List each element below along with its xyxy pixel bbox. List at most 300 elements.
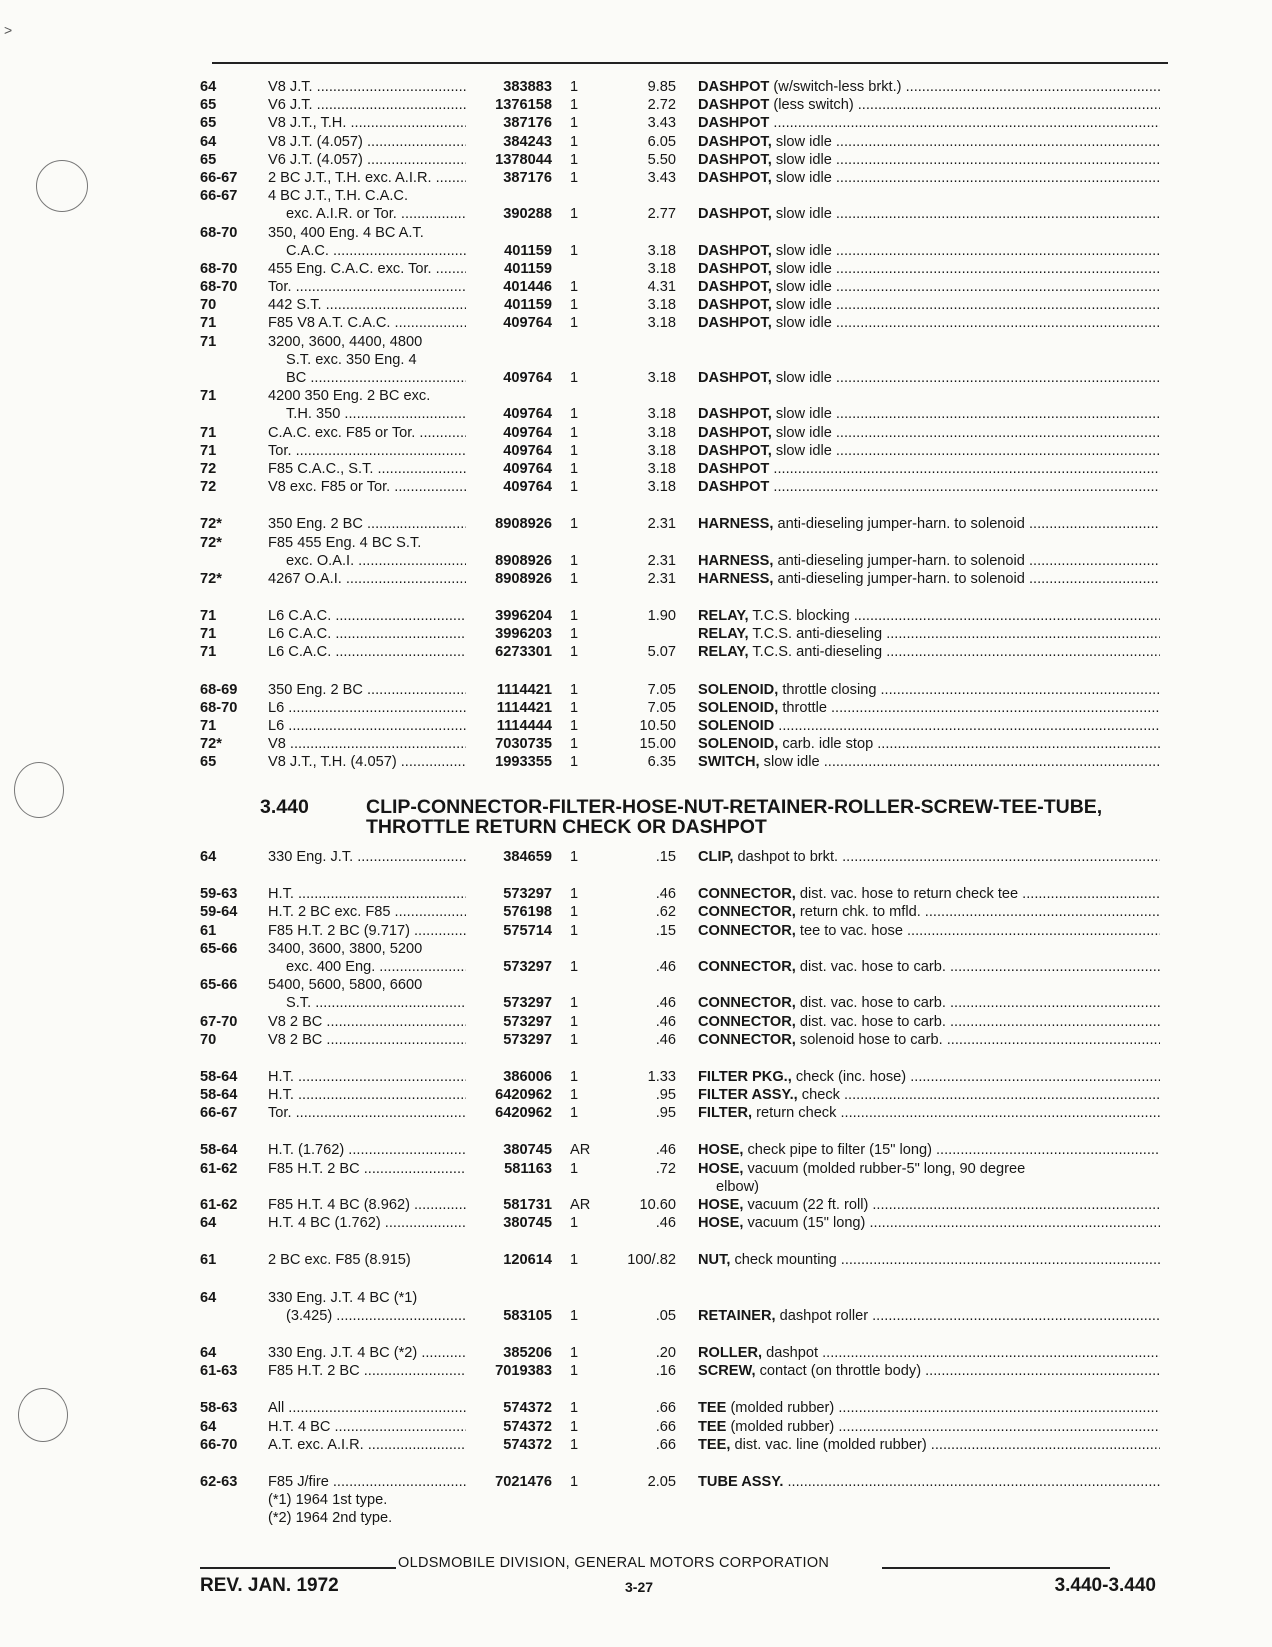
application: 442 S.T. .....	[268, 296, 466, 314]
price: 100/.82	[627, 1252, 676, 1269]
part-number: 384243	[503, 133, 552, 150]
part-detail: slow idle	[771, 169, 832, 186]
quantity: 1	[570, 1087, 579, 1104]
part-name: SOLENOID,	[698, 699, 779, 716]
part-detail: anti-dieseling jumper-harn. to solenoid	[773, 552, 1025, 569]
parts-row	[200, 940, 1170, 958]
description	[698, 1068, 1160, 1086]
part-name: FILTER PKG.,	[698, 1068, 792, 1085]
part-detail: slow idle	[771, 297, 832, 314]
quantity: 1	[570, 133, 579, 150]
description	[698, 96, 1160, 114]
description	[698, 169, 1160, 187]
model-year: 72	[200, 460, 217, 477]
description	[698, 1160, 1160, 1178]
part-number: 574372	[503, 1400, 552, 1417]
quantity: 1	[570, 922, 579, 939]
application: F85 H.T. 2 BC .....	[268, 1160, 466, 1178]
part-detail: return check	[752, 1105, 837, 1122]
part-detail: dist. vac. hose to carb.	[795, 958, 946, 975]
description	[698, 296, 1160, 314]
part-name: HOSE,	[698, 1142, 744, 1159]
price: 7.05	[647, 699, 676, 716]
part-name: FILTER ASSY.,	[698, 1087, 798, 1104]
part-number: 1114421	[496, 699, 552, 716]
part-number: 3996203	[495, 626, 552, 643]
part-detail: throttle	[778, 699, 827, 716]
part-number: 380745	[503, 1215, 552, 1232]
part-number: 401159	[504, 260, 552, 277]
application: L6 .....	[268, 699, 466, 717]
price: 6.05	[647, 133, 676, 150]
part-detail: slow idle	[771, 206, 832, 223]
quantity: 1	[570, 886, 579, 903]
section-range: 3.440-3.440	[1054, 1575, 1156, 1596]
part-number: 409764	[503, 370, 552, 386]
model-year: 65-66	[200, 977, 238, 994]
application: L6 C.A.C. .....	[268, 625, 466, 643]
price: 3.18	[647, 424, 676, 441]
part-number: 8908926	[495, 570, 552, 587]
parts-row	[200, 1104, 1170, 1122]
parts-row	[200, 681, 1170, 699]
parts-row	[200, 534, 1170, 552]
description	[698, 260, 1160, 278]
description	[698, 1344, 1160, 1362]
description	[698, 314, 1160, 332]
part-number: 574372	[503, 1418, 552, 1435]
quantity: 1	[570, 424, 579, 441]
application: C.A.C. .....	[286, 242, 466, 260]
part-number: 573297	[503, 886, 552, 903]
quantity: 1	[570, 97, 579, 114]
model-year: 61-63	[200, 1363, 238, 1380]
part-name: TEE	[698, 1418, 727, 1435]
part-number: 1378044	[495, 151, 552, 168]
part-detail: vacuum (molded rubber-5" long, 90 degree	[743, 1160, 1026, 1177]
price: 3.18	[647, 370, 676, 386]
part-name: SOLENOID,	[698, 736, 779, 753]
price: .66	[655, 1436, 676, 1453]
price: .46	[655, 958, 676, 975]
part-number: 409764	[503, 479, 552, 496]
model-year: 65-66	[200, 940, 238, 957]
part-number: 574372	[503, 1436, 552, 1453]
top-rule	[212, 62, 1168, 64]
application: F85 455 Eng. 4 BC S.T.	[268, 534, 422, 551]
part-number: 6420962	[495, 1087, 552, 1104]
application: F85 C.A.C., S.T. .....	[268, 460, 466, 478]
parts-row	[200, 1031, 1170, 1049]
model-year: 61-62	[200, 1197, 238, 1213]
application: All .....	[268, 1399, 466, 1417]
model-year: 71	[200, 626, 217, 643]
part-name: CONNECTOR,	[698, 1013, 796, 1030]
quantity: 1	[570, 1160, 579, 1177]
parts-row	[200, 958, 1170, 976]
model-year: 71	[200, 608, 217, 625]
quantity: 1	[570, 754, 579, 771]
punch-hole-middle	[14, 762, 64, 818]
return-check-parts-list	[200, 848, 1170, 1527]
part-number: 409764	[503, 442, 552, 459]
application: L6 .....	[268, 717, 466, 735]
model-year: 68-69	[200, 681, 238, 698]
part-name: CONNECTOR,	[698, 958, 796, 975]
application: Tor. .....	[268, 278, 466, 296]
application: 2 BC exc. F85 (8.915)	[268, 1252, 411, 1269]
model-year: 64	[200, 133, 217, 150]
parts-row	[200, 570, 1170, 588]
application: F85 V8 A.T. C.A.C. .....	[268, 314, 466, 332]
application: V8 J.T. .....	[268, 78, 466, 96]
price: 3.18	[647, 315, 676, 332]
part-detail: slow idle	[771, 151, 832, 168]
price: 5.50	[647, 151, 676, 168]
part-number: 401159	[504, 297, 552, 314]
part-detail: dashpot to brkt.	[733, 849, 839, 865]
quantity: AR	[570, 1142, 591, 1159]
part-name: CONNECTOR,	[698, 886, 796, 903]
part-number: 8908926	[495, 552, 552, 569]
application: 330 Eng. J.T. 4 BC (*1)	[268, 1289, 418, 1306]
parts-row	[200, 1178, 1170, 1196]
part-name: CLIP,	[698, 849, 734, 865]
description	[698, 1418, 1160, 1436]
footer-rule-right	[882, 1567, 1110, 1569]
part-detail: slow idle	[771, 242, 832, 259]
parts-row	[200, 1160, 1170, 1178]
parts-row	[200, 314, 1170, 332]
part-detail: dist. vac. hose to carb.	[795, 1013, 946, 1030]
punch-hole-top	[36, 160, 88, 212]
quantity: 1	[570, 699, 579, 716]
quantity: 1	[570, 169, 579, 186]
price: .62	[655, 904, 676, 921]
application: 350 Eng. 2 BC .....	[268, 515, 466, 533]
price: .95	[655, 1105, 676, 1122]
price: 4.31	[647, 279, 676, 296]
quantity: 1	[570, 1068, 579, 1085]
application: 3400, 3600, 3800, 5200	[268, 940, 423, 957]
model-year: 71	[200, 644, 217, 661]
price: 2.31	[647, 570, 676, 587]
quantity: 1	[570, 370, 579, 386]
corner-arrow-icon: >	[4, 22, 13, 38]
application: V6 J.T. .....	[268, 96, 466, 114]
model-year: 62-63	[200, 1473, 238, 1490]
model-year: 58-64	[200, 1068, 238, 1085]
part-detail: (molded rubber)	[726, 1418, 835, 1435]
quantity: 1	[570, 460, 579, 477]
model-year: 66-70	[200, 1436, 238, 1453]
application: 3200, 3600, 4400, 4800	[268, 333, 423, 350]
price: 9.85	[647, 79, 676, 95]
parts-row	[200, 187, 1170, 205]
model-year: 64	[200, 1289, 217, 1306]
footer-rule-left	[200, 1567, 396, 1569]
row-spacer	[200, 1454, 1170, 1473]
punch-hole-bottom	[18, 1388, 68, 1442]
part-name: DASHPOT	[698, 460, 770, 477]
parts-row	[200, 1344, 1170, 1362]
application: H.T. (1.762) .....	[268, 1141, 466, 1159]
description	[698, 922, 1160, 940]
parts-row	[200, 717, 1170, 735]
part-name: CONNECTOR,	[698, 904, 796, 921]
parts-row	[200, 1362, 1170, 1380]
model-year: 72*	[200, 516, 222, 533]
parts-row	[200, 351, 1170, 369]
part-detail: slow idle	[771, 370, 832, 386]
part-name: DASHPOT,	[698, 242, 772, 259]
description	[698, 1399, 1160, 1417]
description	[698, 735, 1160, 753]
price: 3.18	[647, 260, 676, 277]
part-name: SOLENOID,	[698, 681, 779, 698]
price: 3.18	[647, 460, 676, 477]
price: 1.33	[647, 1068, 676, 1085]
description	[698, 205, 1160, 223]
part-name: HARNESS,	[698, 570, 774, 587]
part-detail: dashpot	[762, 1344, 819, 1361]
parts-row	[200, 278, 1170, 296]
application: L6 C.A.C. .....	[268, 643, 466, 661]
price: 2.05	[647, 1473, 676, 1490]
description	[698, 643, 1160, 661]
price: .66	[655, 1400, 676, 1417]
price: .46	[655, 1142, 676, 1159]
application: BC .....	[286, 369, 466, 387]
part-number: 385206	[503, 1344, 552, 1361]
part-number: 409764	[503, 424, 552, 441]
parts-row	[200, 1473, 1170, 1491]
part-number: 409764	[503, 315, 552, 332]
quantity: 1	[570, 297, 579, 314]
price: 2.31	[647, 516, 676, 533]
part-detail: return chk. to mfld.	[795, 904, 921, 921]
model-year: 65	[200, 97, 217, 114]
model-year: 67-70	[200, 1013, 238, 1030]
description	[698, 570, 1160, 588]
model-year: 72*	[200, 570, 222, 587]
parts-row	[200, 753, 1170, 771]
application: V6 J.T. (4.057) .....	[268, 151, 466, 169]
price: .72	[655, 1160, 676, 1177]
application: 350, 400 Eng. 4 BC A.T.	[268, 224, 424, 241]
application: H.T. 4 BC .....	[268, 1418, 466, 1436]
description	[698, 133, 1160, 151]
parts-row	[200, 205, 1170, 223]
part-name: DASHPOT	[698, 79, 770, 95]
part-detail: slow idle	[771, 315, 832, 332]
part-number: 409764	[503, 460, 552, 477]
part-number: 573297	[503, 995, 552, 1012]
price: 10.60	[639, 1197, 676, 1213]
price: 7.05	[647, 681, 676, 698]
application: exc. A.I.R. or Tor. .....	[286, 205, 466, 223]
quantity: 1	[570, 718, 579, 734]
quantity: 1	[570, 1400, 579, 1417]
part-number: 581163	[504, 1160, 552, 1177]
part-name: RELAY,	[698, 608, 749, 625]
model-year: 65	[200, 151, 217, 168]
quantity: 1	[570, 552, 579, 569]
quantity: 1	[570, 1105, 579, 1122]
model-year: 70	[200, 1031, 217, 1048]
description	[698, 1307, 1160, 1325]
application: S.T. .....	[286, 994, 466, 1012]
parts-row	[200, 1196, 1170, 1214]
row-spacer	[200, 1325, 1170, 1344]
part-number: 8908926	[495, 516, 552, 533]
price: .15	[655, 922, 676, 939]
dashpot-parts-list	[200, 78, 1170, 772]
part-name: HARNESS,	[698, 552, 774, 569]
parts-row	[200, 151, 1170, 169]
model-year: 61	[200, 1252, 217, 1269]
part-detail: throttle closing	[778, 681, 877, 698]
part-detail: slow idle	[771, 442, 832, 459]
part-detail: check	[797, 1087, 840, 1104]
part-detail: solenoid hose to carb.	[795, 1031, 943, 1048]
part-number: 573297	[503, 1031, 552, 1048]
parts-row	[200, 333, 1170, 351]
price: .46	[655, 995, 676, 1012]
description	[698, 1086, 1160, 1104]
part-name: HOSE,	[698, 1160, 744, 1177]
price: 2.31	[647, 552, 676, 569]
description	[698, 1104, 1160, 1122]
part-name: ROLLER,	[698, 1344, 763, 1361]
model-year: 71	[200, 442, 217, 459]
quantity: 1	[570, 1252, 579, 1269]
description	[698, 717, 1160, 735]
row-spacer	[200, 496, 1170, 515]
row-spacer	[200, 588, 1170, 607]
part-number: 1376158	[495, 97, 552, 114]
price: 3.18	[647, 442, 676, 459]
model-year: 68-70	[200, 279, 238, 296]
part-number: 576198	[503, 904, 552, 921]
part-detail: T.C.S. anti-dieseling	[748, 644, 883, 661]
part-detail: slow idle	[771, 406, 832, 423]
part-detail: check mounting	[730, 1252, 837, 1269]
part-detail: slow idle	[771, 133, 832, 150]
application: H.T. .....	[268, 1068, 466, 1086]
part-name: DASHPOT,	[698, 169, 772, 186]
description	[698, 478, 1160, 496]
parts-row	[200, 1141, 1170, 1159]
part-name: DASHPOT	[698, 115, 770, 132]
application: 4 BC J.T., T.H. C.A.C.	[268, 188, 409, 205]
part-number: 387176	[503, 169, 552, 186]
part-detail: elbow)	[716, 1178, 759, 1195]
price: 15.00	[639, 736, 676, 753]
part-name: SCREW,	[698, 1363, 756, 1380]
parts-row	[200, 994, 1170, 1012]
part-name: DASHPOT,	[698, 260, 772, 277]
part-name: DASHPOT,	[698, 279, 772, 296]
description	[698, 1436, 1160, 1454]
model-year: 66-67	[200, 188, 238, 205]
part-name: SWITCH,	[698, 754, 760, 771]
part-detail: dist. vac. hose to return check tee	[795, 886, 1019, 903]
description	[698, 278, 1160, 296]
parts-row	[200, 607, 1170, 625]
application: 330 Eng. J.T. .....	[268, 848, 466, 866]
quantity: 1	[570, 570, 579, 587]
parts-row	[200, 1013, 1170, 1031]
part-number: 583105	[503, 1307, 552, 1324]
quantity: 1	[570, 1418, 579, 1435]
description	[698, 1013, 1160, 1031]
part-detail: slow idle	[771, 260, 832, 277]
part-number: 409764	[503, 406, 552, 423]
quantity: 1	[570, 151, 579, 168]
quantity: 1	[570, 626, 579, 643]
part-name: DASHPOT,	[698, 297, 772, 314]
parts-row	[200, 78, 1170, 96]
quantity: 1	[570, 516, 579, 533]
parts-row	[200, 442, 1170, 460]
quantity: AR	[570, 1197, 591, 1213]
part-number: 575714	[503, 922, 552, 939]
price: .15	[655, 849, 676, 865]
footer-corporation: OLDSMOBILE DIVISION, GENERAL MOTORS CORPORATION	[398, 1555, 830, 1571]
part-detail: dashpot roller	[775, 1307, 869, 1324]
parts-row	[200, 625, 1170, 643]
part-detail: slow idle	[771, 424, 832, 441]
application: V8 J.T. (4.057) .....	[268, 133, 466, 151]
part-detail: carb. idle stop	[778, 736, 874, 753]
part-name: HARNESS,	[698, 516, 774, 533]
part-name: DASHPOT	[698, 97, 770, 114]
application: V8 exc. F85 or Tor. .....	[268, 478, 466, 496]
model-year: 64	[200, 1344, 217, 1361]
parts-row	[200, 1086, 1170, 1104]
part-detail: T.C.S. anti-dieseling	[748, 626, 883, 643]
quantity: 1	[570, 904, 579, 921]
model-year: 71	[200, 424, 217, 441]
price: .46	[655, 1215, 676, 1232]
parts-row	[200, 1068, 1170, 1086]
part-number: 6273301	[495, 644, 552, 661]
price: 2.72	[647, 97, 676, 114]
description	[698, 753, 1160, 771]
part-name: TEE	[698, 1400, 727, 1417]
part-detail: anti-dieseling jumper-harn. to solenoid	[773, 570, 1025, 587]
description	[698, 78, 1160, 96]
description	[698, 607, 1160, 625]
model-year: 58-64	[200, 1087, 238, 1104]
description	[698, 460, 1160, 478]
quantity: 1	[570, 1215, 579, 1232]
part-name: DASHPOT,	[698, 315, 772, 332]
part-number: 120614	[503, 1252, 552, 1269]
application: S.T. exc. 350 Eng. 4	[286, 351, 417, 368]
quantity: 1	[570, 406, 579, 423]
description	[698, 699, 1160, 717]
price: 6.35	[647, 754, 676, 771]
application: Tor. .....	[268, 1104, 466, 1122]
parts-row	[200, 735, 1170, 753]
row-spacer	[200, 1049, 1170, 1068]
part-detail: vacuum (22 ft. roll)	[743, 1197, 869, 1213]
page-footer	[200, 1555, 1170, 1615]
part-name: CONNECTOR,	[698, 922, 796, 939]
parts-row	[200, 1509, 1170, 1527]
